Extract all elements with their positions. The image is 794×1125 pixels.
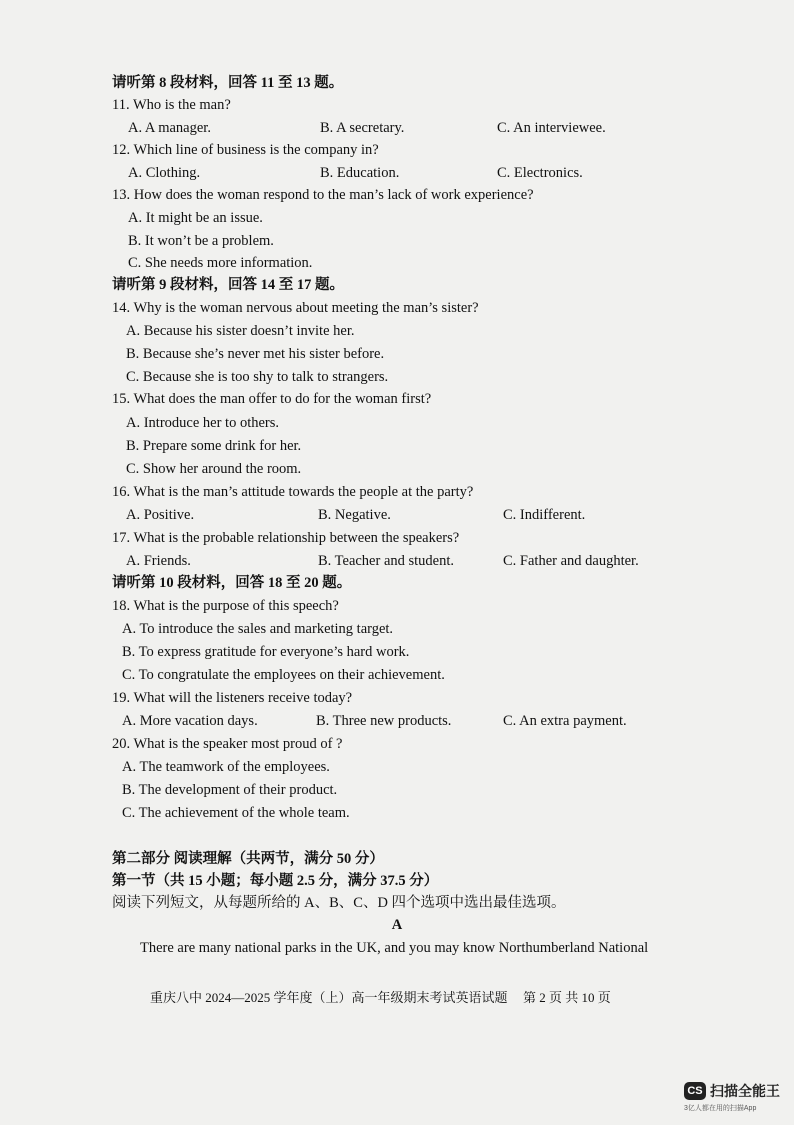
option-12-a: A. Clothing.	[128, 165, 201, 181]
option-15-b: B. Prepare some drink for her.	[126, 438, 302, 454]
option-13-a: A. It might be an issue.	[128, 210, 263, 226]
option-17-a: A. Friends.	[126, 553, 191, 569]
question-19: 19. What will the listeners receive today?	[112, 690, 353, 706]
scanner-tagline: 3亿人都在用的扫描App	[684, 1105, 757, 1112]
option-15-c: C. Show her around the room.	[126, 461, 302, 477]
question-13: 13. How does the woman respond to the man’s lack of work experience?	[112, 187, 534, 203]
footer-exam-title: 重庆八中 2024—2025 学年度（上）高一年级期末考试英语试题	[150, 990, 508, 1005]
option-11-a: A. A manager.	[128, 120, 211, 136]
option-19-c: C. An extra payment.	[503, 713, 627, 729]
option-16-b: B. Negative.	[318, 507, 391, 523]
option-16-c: C. Indifferent.	[503, 507, 586, 523]
question-11: 11. Who is the man?	[112, 97, 231, 113]
scanner-logo-icon: CS	[684, 1082, 706, 1100]
question-16: 16. What is the man’s attitude towards the people at the party?	[112, 484, 474, 500]
part2-instruction: 阅读下列短文，从每题所给的 A、B、C、D 四个选项中选出最佳选项。	[112, 895, 566, 911]
option-14-c: C. Because she is too shy to talk to strangers.	[126, 369, 389, 385]
option-11-c: C. An interviewee.	[497, 120, 606, 136]
option-13-b: B. It won’t be a problem.	[128, 233, 274, 249]
question-20: 20. What is the speaker most proud of ?	[112, 736, 343, 752]
option-14-b: B. Because she’s never met his sister before.	[126, 346, 385, 362]
option-18-a: A. To introduce the sales and marketing target.	[122, 621, 394, 637]
option-18-b: B. To express gratitude for everyone’s hard work.	[122, 644, 410, 660]
option-19-a: A. More vacation days.	[122, 713, 258, 729]
option-11-b: B. A secretary.	[320, 120, 405, 136]
option-17-c: C. Father and daughter.	[503, 553, 639, 569]
question-12: 12. Which line of business is the company in?	[112, 142, 379, 158]
question-14: 14. Why is the woman nervous about meeting the man’s sister?	[112, 300, 479, 316]
part2-title: 第二部分 阅读理解（共两节，满分 50 分）	[112, 851, 384, 867]
question-18: 18. What is the purpose of this speech?	[112, 598, 339, 614]
option-18-c: C. To congratulate the employees on their achievement.	[122, 667, 445, 683]
passage-text: There are many national parks in the UK, and you may know Northumberland National	[140, 940, 649, 956]
section-heading: 请听第 10 段材料，回答 18 至 20 题。	[112, 575, 352, 591]
footer-page-number: 第 2 页 共 10 页	[523, 990, 611, 1005]
option-12-b: B. Education.	[320, 165, 400, 181]
option-12-c: C. Electronics.	[497, 165, 583, 181]
option-13-c: C. She needs more information.	[128, 255, 313, 271]
option-20-c: C. The achievement of the whole team.	[122, 805, 350, 821]
passage-label: A	[391, 917, 403, 933]
section-heading: 请听第 8 段材料，回答 11 至 13 题。	[112, 75, 344, 91]
option-16-a: A. Positive.	[126, 507, 195, 523]
option-17-b: B. Teacher and student.	[318, 553, 455, 569]
option-14-a: A. Because his sister doesn’t invite her.	[126, 323, 355, 339]
option-20-b: B. The development of their product.	[122, 782, 338, 798]
option-20-a: A. The teamwork of the employees.	[122, 759, 330, 775]
section-heading: 请听第 9 段材料，回答 14 至 17 题。	[112, 277, 344, 293]
option-15-a: A. Introduce her to others.	[126, 415, 280, 431]
option-19-b: B. Three new products.	[316, 713, 452, 729]
question-17: 17. What is the probable relationship between the speakers?	[112, 530, 460, 546]
scanner-brand: 扫描全能王	[710, 1083, 780, 1099]
question-15: 15. What does the man offer to do for the woman first?	[112, 391, 432, 407]
part2-section1: 第一节（共 15 小题；每小题 2.5 分，满分 37.5 分）	[112, 873, 439, 889]
